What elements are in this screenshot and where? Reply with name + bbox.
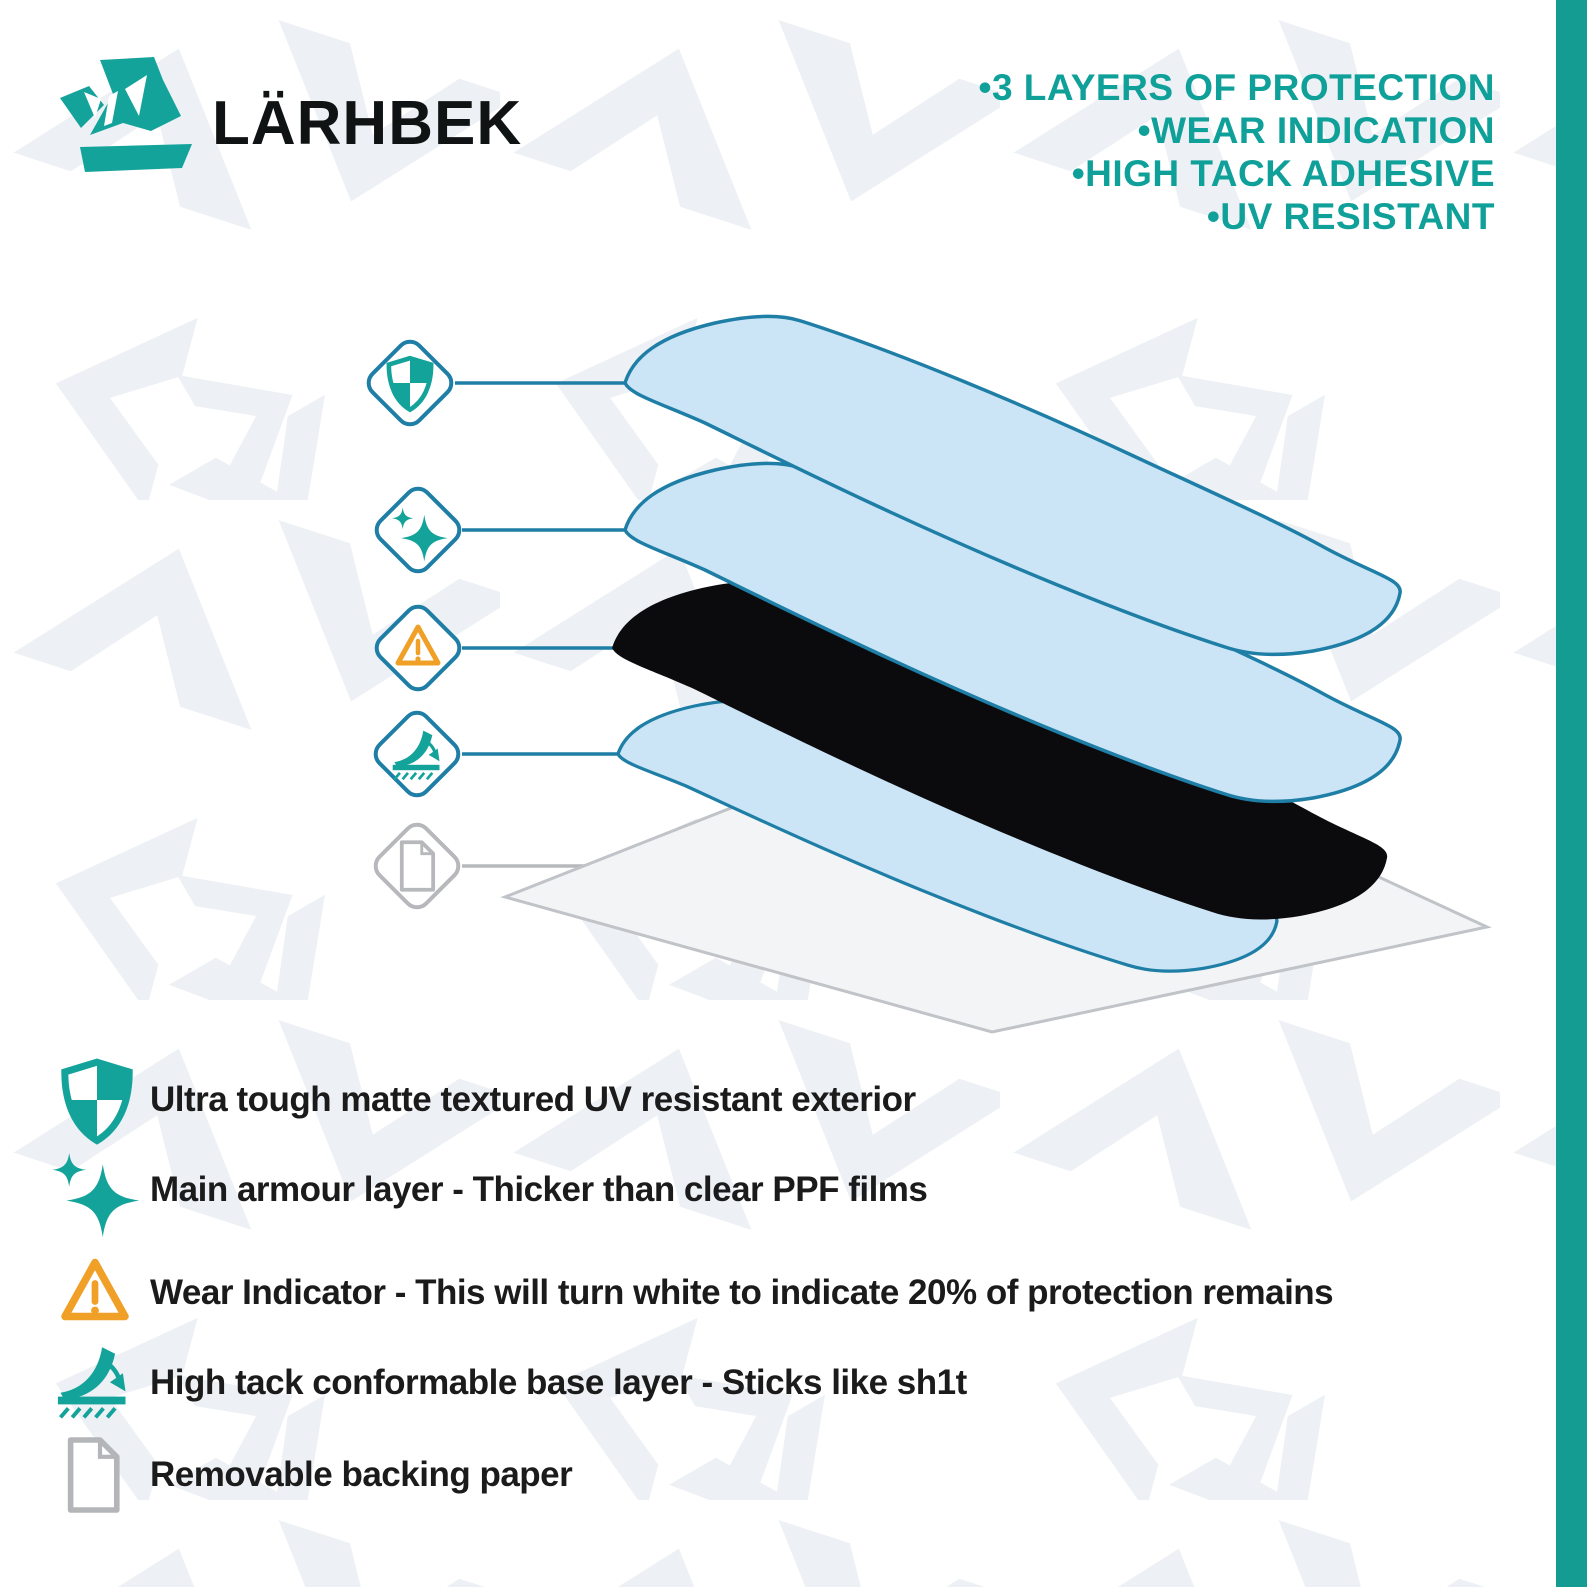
feature-item: •WEAR INDICATION xyxy=(1137,110,1495,151)
legend-label: Ultra tough matte textured UV resistant exterior xyxy=(150,1080,916,1119)
feature-list xyxy=(979,66,1496,238)
feature-item: •HIGH TACK ADHESIVE xyxy=(1071,153,1495,194)
paper-icon xyxy=(71,1440,117,1510)
legend-label: Wear Indicator - This will turn white to indicate 20% of protection remains xyxy=(150,1273,1334,1312)
brand-wordmark: LÄRHBEK xyxy=(212,89,523,158)
legend-label: High tack conformable base layer - Sticks like sh1t xyxy=(150,1363,967,1402)
accent-stripe xyxy=(1556,0,1587,1587)
legend-label: Removable backing paper xyxy=(150,1455,573,1494)
legend-label: Main armour layer - Thicker than clear PPF films xyxy=(150,1170,928,1209)
paper-icon xyxy=(402,842,433,890)
feature-item: •3 LAYERS OF PROTECTION xyxy=(978,67,1495,108)
feature-item: •UV RESISTANT xyxy=(1206,196,1495,237)
